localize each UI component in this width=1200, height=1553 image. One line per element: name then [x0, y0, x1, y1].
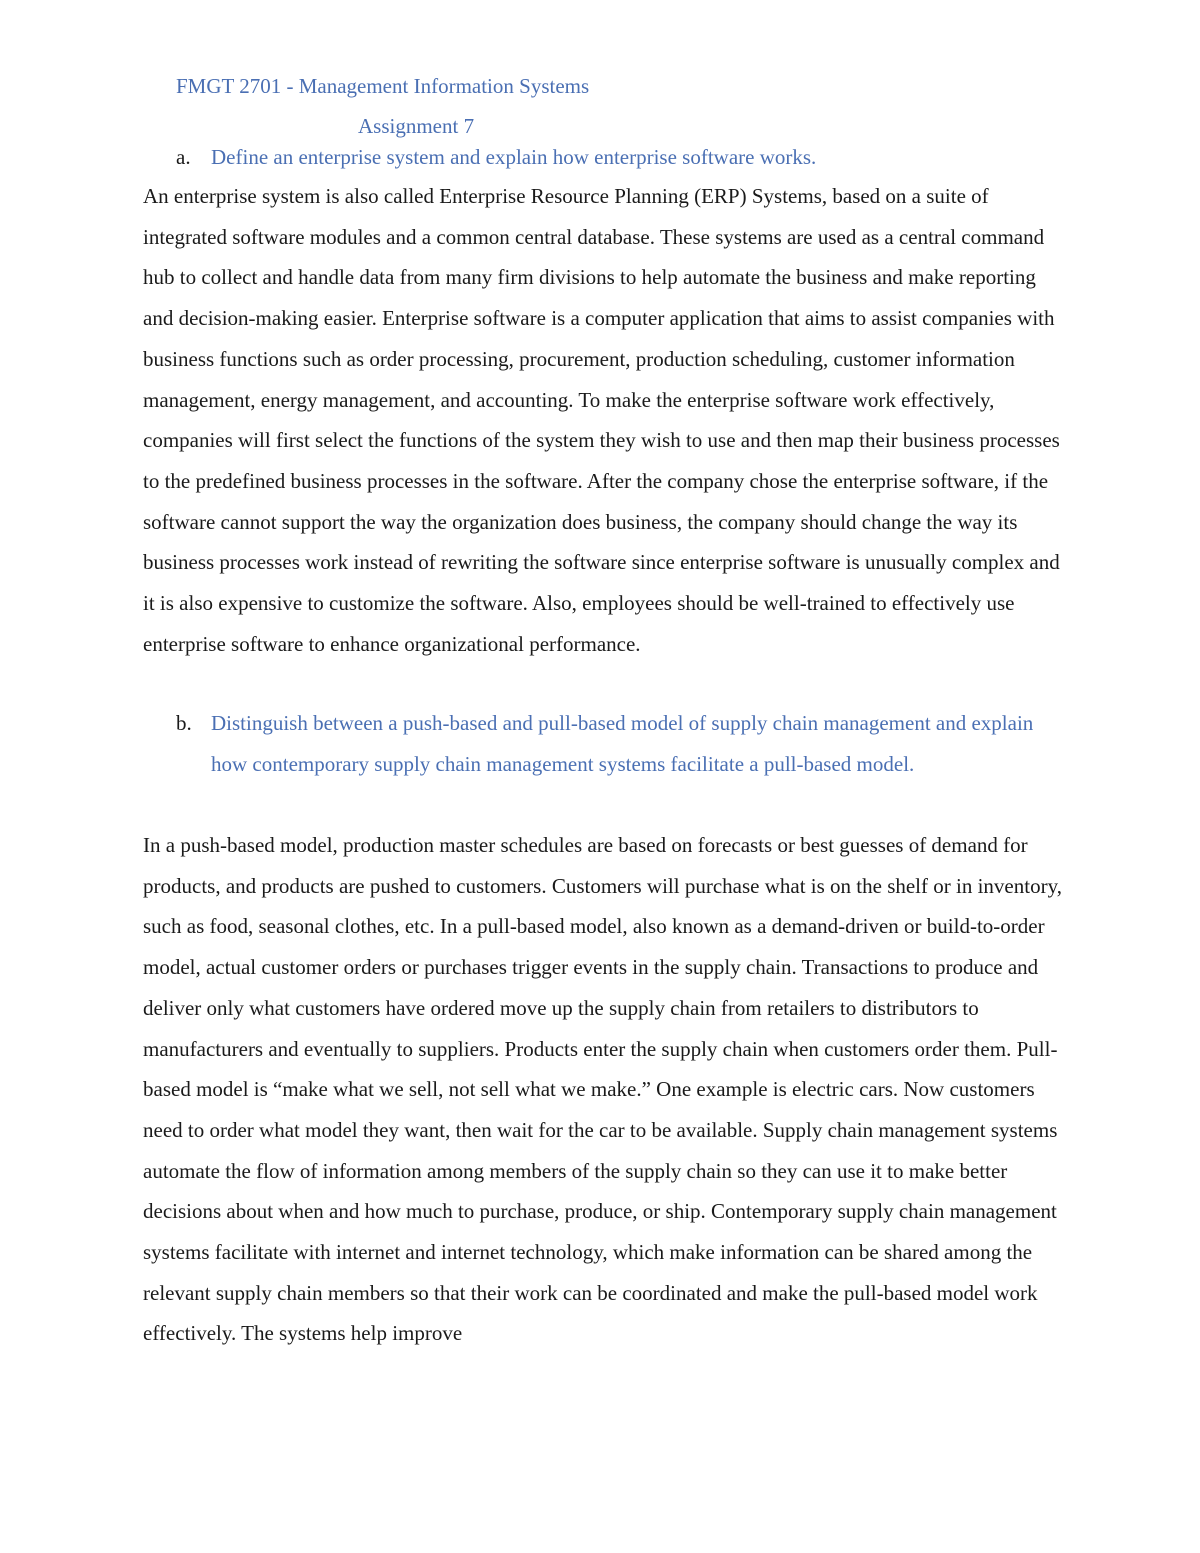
question-b-text: Distinguish between a push-based and pull-based model of supply chain management and explain how contemporary supply chain management systems facilitate a pull-based model. [211, 711, 1034, 776]
question-b [176, 703, 1066, 826]
question-a-text: Define an enterprise system and explain how enterprise software works. [211, 145, 817, 169]
answer-b-paragraph: In a push-based model, production master schedules are based on forecasts or best guesses of demand for products, and products are pushed to customers. Customers will purchase what is on the shelf or in inventory, such as food, seasonal clothes, etc. In a pull-based model, also known as a demand-driven or build-to-order model, actual customer orders or purchases trigger events in the supply chain. Transactions to produce and deliver only what customers have ordered move up the supply chain from retailers to distributors to manufacturers and eventually to suppliers. Products enter the supply chain when customers order them. Pull-based model is “make what we sell, not sell what we make.” One example is electric cars. Now customers need to order what model they want, then wait for the car to be available. Supply chain management systems automate the flow of information among members of the supply chain so they can use it to make better decisions about when and how much to purchase, produce, or ship. Contemporary supply chain management systems facilitate with internet and internet technology, which make information can be shared among the relevant supply chain members so that their work can be coordinated and make the pull-based model work effectively. The systems help improve [143, 833, 1062, 1346]
question-a-marker: a. [176, 145, 191, 169]
answer-a-paragraph: An enterprise system is also called Enterprise Resource Planning (ERP) Systems, based on a suite of integrated software modules and a common central database. These systems are used as a central command hub to collect and handle data from many firm divisions to help automate the business and make reporting and decision-making easier. Enterprise software is a computer application that aims to assist companies with business functions such as order processing, procurement, production scheduling, customer information management, energy management, and accounting. To make the enterprise software work effectively, companies will first select the functions of the system they wish to use and then map their business processes to the predefined business processes in the software. After the company chose the enterprise software, if the software cannot support the way the organization does business, the company should change the way its business processes work instead of rewriting the software since enterprise software is unusually complex and it is also expensive to customize the software. Also, employees should be well-trained to effectively use enterprise software to enhance organizational performance. [143, 184, 1060, 656]
question-b-marker: b. [176, 711, 192, 735]
question-a [176, 137, 1066, 178]
assignment-title: Assignment 7 [358, 114, 475, 138]
course-title: FMGT 2701 - Management Information Systems [176, 74, 590, 98]
